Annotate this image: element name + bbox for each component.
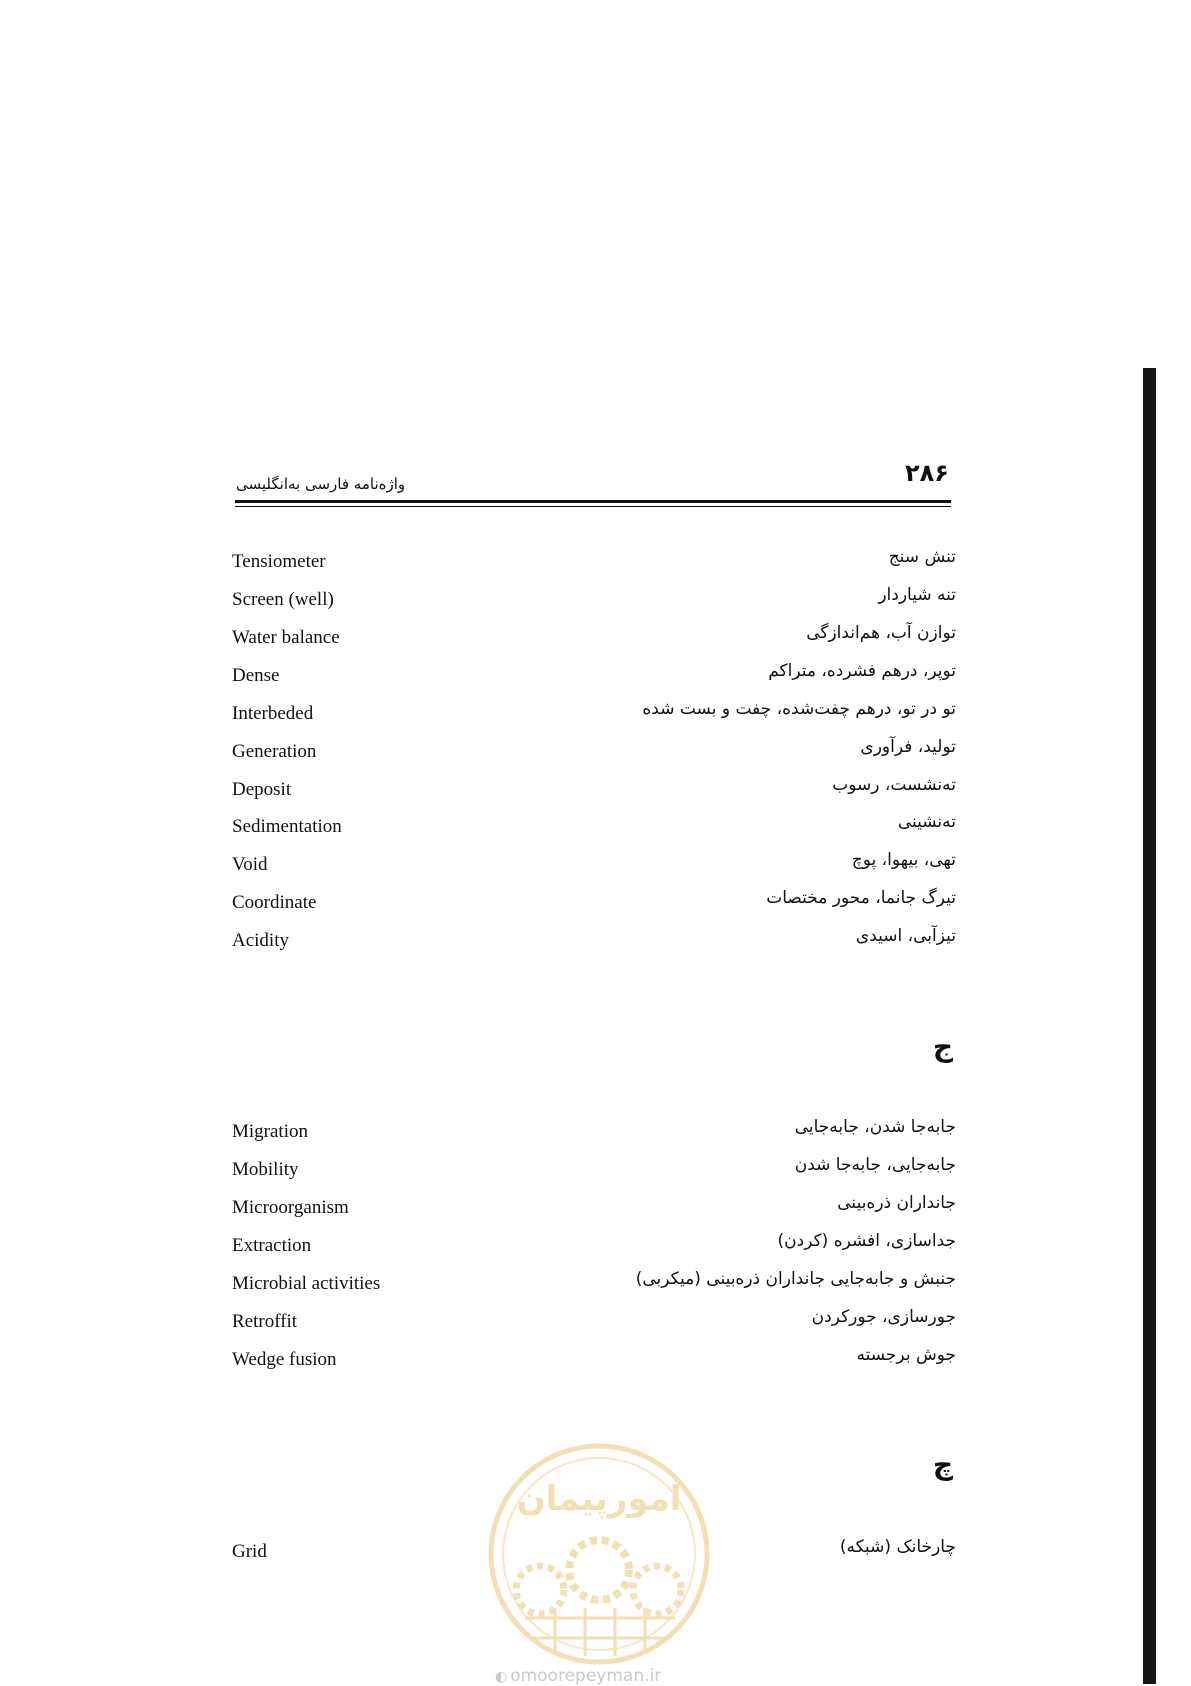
persian-term: جنبش و جابه‌جایی جانداران ذره‌بینی (میکربی) bbox=[635, 1269, 956, 1289]
section-heading-jim: ج bbox=[932, 1030, 953, 1063]
glossary-entry bbox=[232, 1193, 956, 1231]
page-number: ۲۸۶ bbox=[905, 459, 949, 487]
glossary-entry bbox=[232, 888, 956, 926]
watermark-url bbox=[495, 1666, 661, 1686]
persian-term: تولید، فرآوری bbox=[860, 737, 956, 757]
persian-term: جداسازی، افشره (کردن) bbox=[777, 1231, 956, 1251]
persian-term: ته‌نشینی bbox=[897, 812, 956, 832]
persian-term: تنه شیاردار bbox=[878, 585, 956, 605]
glossary-entry bbox=[232, 1345, 956, 1383]
english-term: Acidity bbox=[232, 930, 289, 951]
english-term: Extraction bbox=[232, 1235, 312, 1256]
glossary-entry bbox=[232, 1117, 956, 1155]
english-term: Tensiometer bbox=[232, 551, 326, 572]
persian-term: تیرگ جانما، محور مختصات bbox=[766, 888, 956, 908]
glossary-entry bbox=[232, 661, 956, 699]
glossary-entry bbox=[232, 1155, 956, 1193]
english-term: Interbeded bbox=[232, 703, 314, 724]
english-term: Dense bbox=[232, 665, 280, 686]
glossary-entry bbox=[232, 1269, 956, 1307]
glossary-entry bbox=[232, 623, 956, 661]
watermark-url-text: omoorepeyman.ir bbox=[510, 1666, 662, 1686]
persian-term: تنش سنج bbox=[888, 547, 956, 567]
english-term: Water balance bbox=[232, 627, 340, 648]
persian-term: ته‌نشست، رسوب bbox=[832, 775, 956, 795]
scan-edge-bar bbox=[1143, 368, 1156, 1684]
watermark-logo bbox=[485, 1440, 713, 1668]
header-rule-thin bbox=[235, 506, 951, 507]
persian-term: جورسازی، جورکردن bbox=[811, 1307, 956, 1327]
english-term: Microbial activities bbox=[232, 1273, 381, 1294]
glossary-entry bbox=[232, 547, 956, 585]
persian-term: توازن آب، هم‌اندازگی bbox=[806, 623, 956, 643]
header-rule bbox=[235, 500, 951, 503]
english-term: Retroffit bbox=[232, 1311, 298, 1332]
persian-term: جانداران ذره‌بینی bbox=[837, 1193, 956, 1213]
glossary-entry bbox=[232, 1307, 956, 1345]
glossary-entry bbox=[232, 926, 956, 964]
english-term: Void bbox=[232, 854, 268, 875]
persian-term: جوش برجسته bbox=[856, 1345, 956, 1365]
persian-term: تو در تو، درهم چفت‌شده، چفت و بست شده bbox=[642, 699, 956, 719]
english-term: Wedge fusion bbox=[232, 1349, 337, 1370]
english-term: Coordinate bbox=[232, 892, 317, 913]
persian-term: تهی، بیهوا، پوچ bbox=[851, 850, 956, 870]
watermark-logo-text: امورپیمان bbox=[516, 1479, 682, 1519]
english-term: Migration bbox=[232, 1121, 308, 1142]
english-term: Generation bbox=[232, 741, 317, 762]
persian-term: تیزآبی، اسیدی bbox=[855, 926, 956, 946]
glossary-entry bbox=[232, 1231, 956, 1269]
globe-icon: ◐ bbox=[495, 1669, 508, 1685]
persian-term: جابه‌جایی، جابه‌جا شدن bbox=[794, 1155, 956, 1175]
running-header-title: واژه‌نامه فارسی به‌انگلیسی bbox=[236, 475, 406, 493]
persian-term: توپر، درهم فشرده، متراکم bbox=[768, 661, 956, 681]
english-term: Screen (well) bbox=[232, 589, 334, 610]
section-heading-che: چ bbox=[932, 1448, 953, 1481]
glossary-entry bbox=[232, 850, 956, 888]
english-term: Grid bbox=[232, 1541, 267, 1562]
persian-term: چارخانک (شبکه) bbox=[839, 1537, 956, 1557]
persian-term: جابه‌جا شدن، جابه‌جایی bbox=[794, 1117, 956, 1137]
english-term: Sedimentation bbox=[232, 816, 342, 837]
glossary-entry bbox=[232, 699, 956, 737]
english-term: Deposit bbox=[232, 779, 292, 800]
glossary-entry bbox=[232, 812, 956, 850]
glossary-entry bbox=[232, 737, 956, 775]
english-term: Mobility bbox=[232, 1159, 299, 1180]
glossary-entry bbox=[232, 585, 956, 623]
glossary-entry bbox=[232, 775, 956, 813]
english-term: Microorganism bbox=[232, 1197, 349, 1218]
